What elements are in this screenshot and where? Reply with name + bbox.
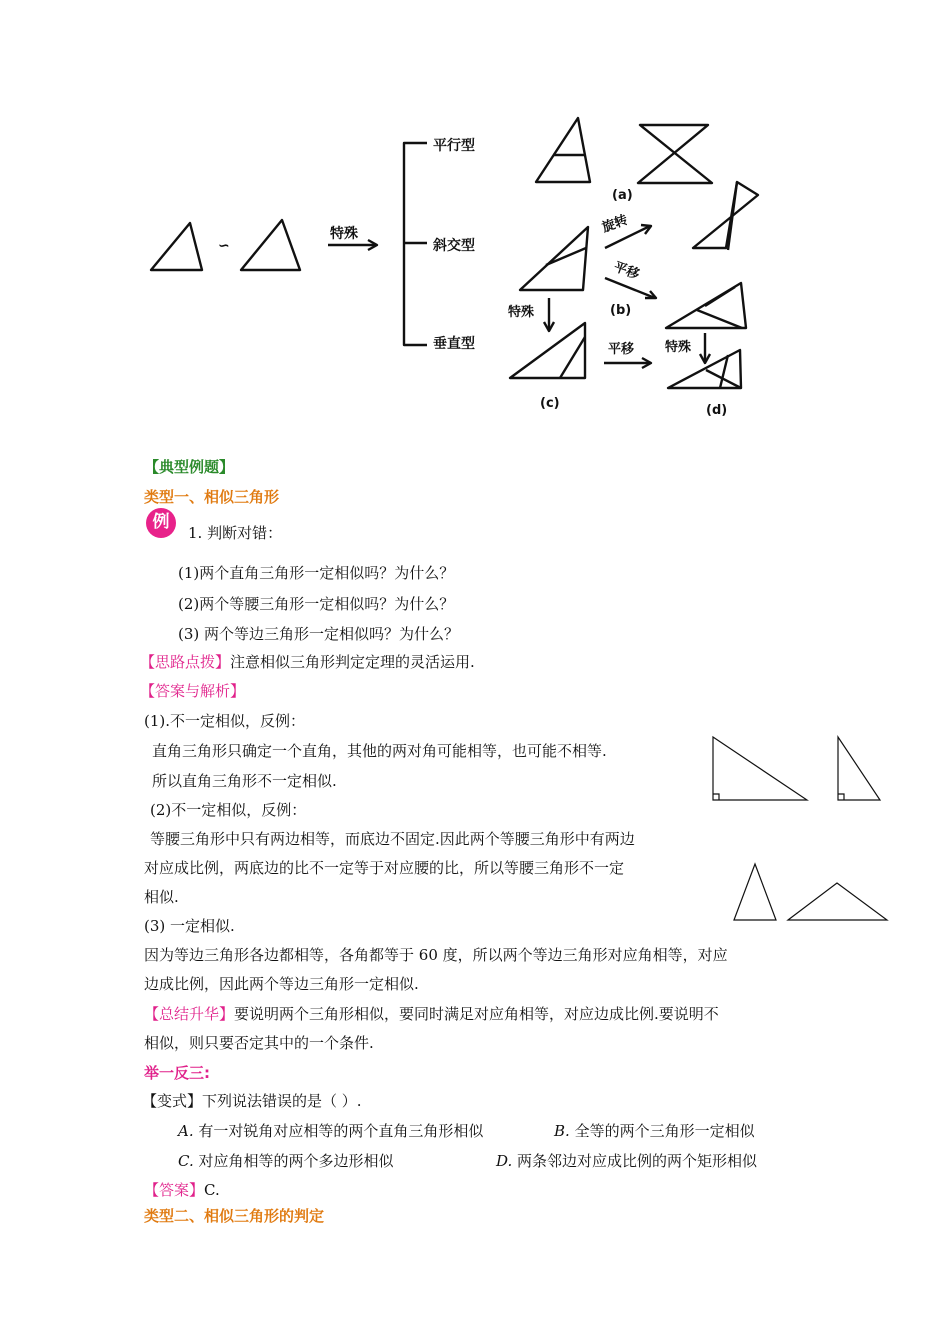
type1-heading: 类型一、相似三角形 — [144, 488, 280, 506]
hint-label: 【思路点拨】 — [140, 653, 231, 671]
label-rotate: 旋转 — [600, 212, 630, 236]
answer-line-4: (2)不一定相似，反例： — [150, 801, 307, 819]
option-c-text: 对应角相等的两个多边形相似 — [198, 1152, 394, 1170]
branch-perpendicular: 垂直型 — [433, 336, 475, 352]
hint — [140, 652, 475, 672]
label-translate-d: 平移 — [608, 342, 635, 357]
label-c: (c) — [540, 396, 560, 411]
summary-label: 【总结升华】 — [144, 1005, 235, 1023]
bowtie-a — [638, 125, 712, 183]
answer-line-1: (1).不一定相似，反例： — [144, 712, 306, 730]
branch-parallel: 平行型 — [433, 138, 475, 154]
isosceles-triangle-wide — [788, 883, 887, 920]
variant-label: 【变式】 — [142, 1092, 203, 1110]
answer-line-10: 边成比例，因此两个等边三角形一定相似. — [144, 975, 419, 993]
answer-value: C. — [204, 1181, 220, 1199]
question-item-1: (1)两个直角三角形一定相似吗？为什么？ — [178, 564, 455, 582]
answer — [144, 1180, 220, 1200]
question-item-2: (2)两个等腰三角形一定相似吗？为什么？ — [178, 595, 455, 613]
example-badge: 例 — [146, 508, 176, 538]
practice-heading: 举一反三: — [144, 1064, 210, 1082]
label-special-c: 特殊 — [508, 305, 535, 320]
triangle-parallel-a — [536, 118, 590, 182]
label-b: (b) — [610, 303, 632, 318]
option-d — [496, 1151, 757, 1171]
hint-text: 注意相似三角形判定定理的灵活运用. — [230, 653, 475, 671]
answer-line-7: 相似. — [144, 888, 179, 906]
option-b-text: 全等的两个三角形一定相似 — [574, 1122, 755, 1140]
option-b — [554, 1121, 755, 1141]
summary — [144, 1004, 719, 1024]
branch-oblique: 斜交型 — [433, 238, 475, 254]
option-c-key: C. — [178, 1152, 194, 1170]
option-b-key: B. — [554, 1122, 570, 1140]
answer-line-9: 因为等边三角形各边都相等，各角都等于 60 度，所以两个等边三角形对应角相等，对应 — [144, 946, 728, 964]
arrow-label-special: 特殊 — [330, 226, 358, 242]
section-title: 【典型例题】 — [144, 458, 235, 476]
option-d-text: 两条邻边对应成比例的两个矩形相似 — [517, 1152, 758, 1170]
option-d-key: D. — [496, 1152, 513, 1170]
option-a — [178, 1121, 483, 1141]
option-a-key: A. — [178, 1122, 194, 1140]
option-c — [178, 1151, 394, 1171]
triangle-right-c — [510, 323, 585, 378]
summary-line-1: 要说明两个三角形相似，要同时满足对应角相等，对应边成比例.要说明不 — [234, 1005, 719, 1023]
variant — [142, 1091, 362, 1111]
right-triangle-small — [838, 737, 880, 800]
summary-line-2: 相似，则只要否定其中的一个条件. — [144, 1034, 374, 1052]
variant-text: 下列说法错误的是（ ）. — [202, 1092, 362, 1110]
triangle-left — [151, 223, 202, 270]
counterexample-figures — [700, 725, 900, 925]
right-triangle-large — [713, 737, 807, 800]
answer-line-5: 等腰三角形中只有两边相等，而底边不固定.因此两个等腰三角形中有两边 — [150, 830, 635, 848]
type2-heading: 类型二、相似三角形的判定 — [144, 1207, 325, 1225]
label-translate: 平移 — [611, 259, 642, 283]
sim-symbol: ∽ — [218, 238, 230, 254]
similar-triangle-classification-diagram — [0, 0, 950, 430]
label-d: (d) — [706, 403, 728, 418]
label-special-d: 特殊 — [665, 340, 692, 355]
option-a-text: 有一对锐角对应相等的两个直角三角形相似 — [198, 1122, 484, 1140]
rotated-triangles — [693, 182, 758, 248]
question-1: 1. 判断对错： — [188, 524, 283, 542]
question-item-3: (3) 两个等边三角形一定相似吗？为什么？ — [178, 625, 460, 643]
answer-line-8: (3) 一定相似. — [144, 917, 235, 935]
answer-heading: 【答案与解析】 — [140, 682, 246, 700]
answer-label: 【答案】 — [144, 1181, 205, 1199]
answer-line-6: 对应成比例，两底边的比不一定等于对应腰的比，所以等腰三角形不一定 — [144, 859, 625, 877]
answer-line-3: 所以直角三角形不一定相似. — [152, 772, 337, 790]
isosceles-triangle-tall — [734, 864, 776, 920]
answer-line-2: 直角三角形只确定一个直角，其他的两对角可能相等，也可能不相等. — [152, 742, 607, 760]
triangle-oblique-b — [520, 227, 588, 290]
label-a: (a) — [612, 188, 633, 203]
triangle-right — [241, 220, 300, 270]
